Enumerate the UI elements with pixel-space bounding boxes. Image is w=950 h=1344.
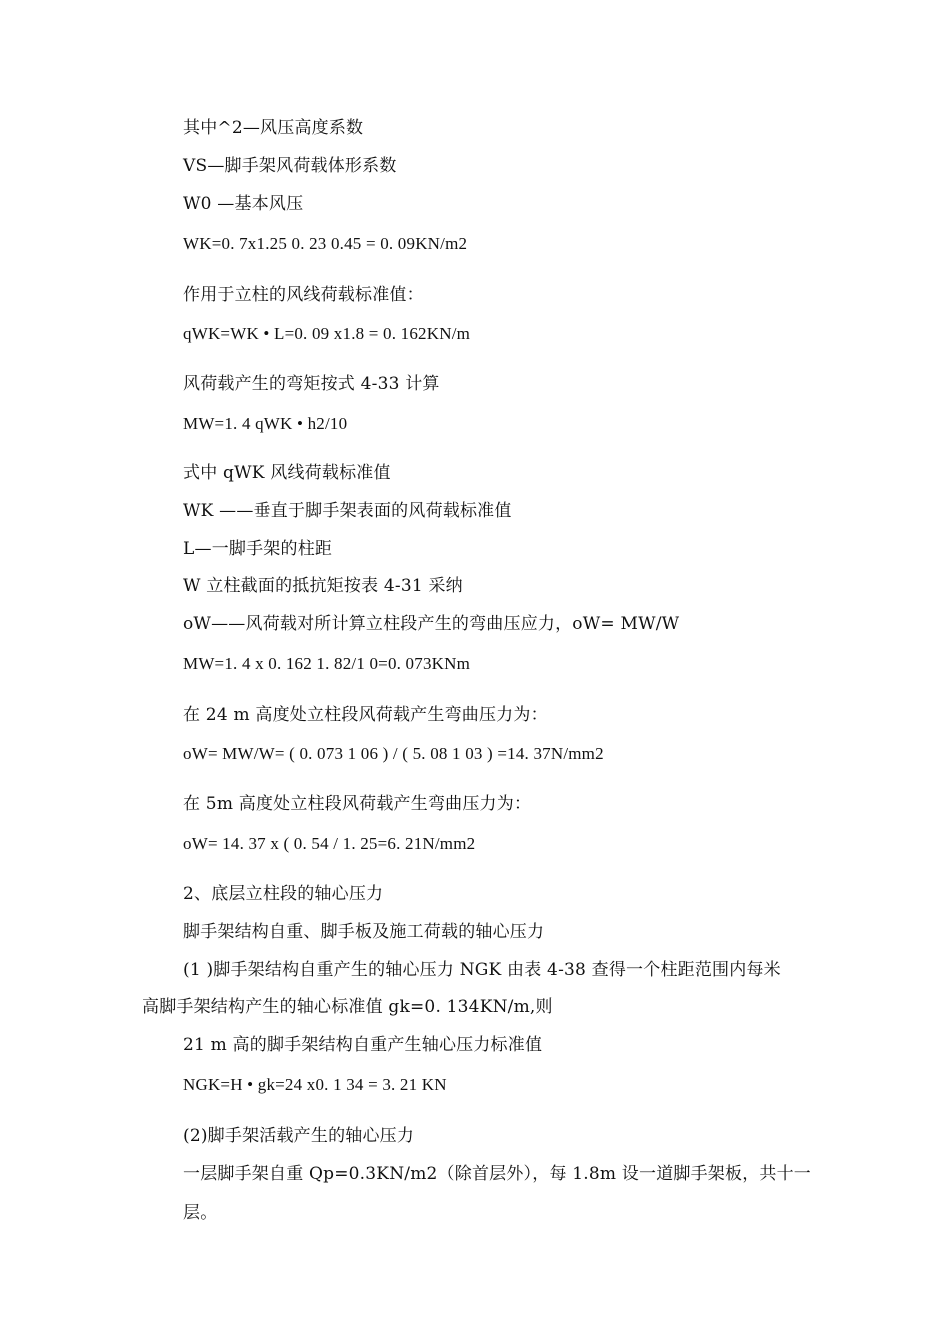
text-line: 在 5m 高度处立柱段风荷载产生弯曲压力为： — [183, 794, 532, 814]
formula-line: MW=1. 4 x 0. 162 1. 82/1 0=0. 073KNm — [183, 654, 471, 673]
text-line: 作用于立柱的风线荷载标准值： — [183, 285, 424, 305]
formula-line: oW= 14. 37 x ( 0. 54 / 1. 25=6. 21N/mm2 — [183, 834, 476, 853]
formula-line: oW= MW/W= ( 0. 073 1 06 ) / ( 5. 08 1 03 ) =14. 37N/mm2 — [183, 744, 604, 763]
text-line: VS—脚手架风荷载体形系数 — [183, 156, 397, 176]
text-line: 21 m 高的脚手架结构自重产生轴心压力标准值 — [183, 1035, 543, 1055]
text-line: 其中^2—风压高度系数 — [183, 118, 364, 138]
text-line: W 立柱截面的抵抗矩按表 4-31 采纳 — [183, 576, 463, 596]
text-line: 式中 qWK 风线荷载标准值 — [183, 463, 391, 483]
formula-line: WK=0. 7x1.25 0. 23 0.45 = 0. 09KN/m2 — [183, 234, 468, 253]
text-line: 一层脚手架自重 Qp=0.3KN/m2（除首层外），每 1.8m 设一道脚手架板，共十一 — [183, 1164, 812, 1184]
text-line: (1 )脚手架结构自重产生的轴心压力 NGK 由表 4-38 查得一个柱距范围内每米 — [183, 960, 781, 980]
text-line-continued: 层。 — [183, 1203, 218, 1223]
text-line: oW——风荷载对所计算立柱段产生的弯曲压应力，oW= MW/W — [183, 614, 680, 634]
formula-line: qWK=WK • L=0. 09 x1.8 = 0. 162KN/m — [183, 324, 471, 343]
text-line: (2)脚手架活载产生的轴心压力 — [183, 1126, 415, 1146]
text-line: 脚手架结构自重、脚手板及施工荷载的轴心压力 — [183, 922, 545, 942]
text-line: W0 —基本风压 — [183, 194, 304, 214]
formula-line: MW=1. 4 qWK • h2/10 — [183, 414, 348, 433]
text-line-continued: 高脚手架结构产生的轴心标准值 gk=0. 134KN/m,则 — [142, 997, 553, 1017]
text-line: 风荷载产生的弯矩按式 4-33 计算 — [183, 374, 440, 394]
text-line: L—一脚手架的柱距 — [183, 539, 333, 559]
section-heading: 2、底层立柱段的轴心压力 — [183, 884, 384, 904]
text-line: 在 24 m 高度处立柱段风荷载产生弯曲压力为： — [183, 705, 548, 725]
text-line: WK ——垂直于脚手架表面的风荷载标准值 — [183, 501, 512, 521]
formula-line: NGK=H • gk=24 x0. 1 34 = 3. 21 KN — [183, 1075, 447, 1094]
